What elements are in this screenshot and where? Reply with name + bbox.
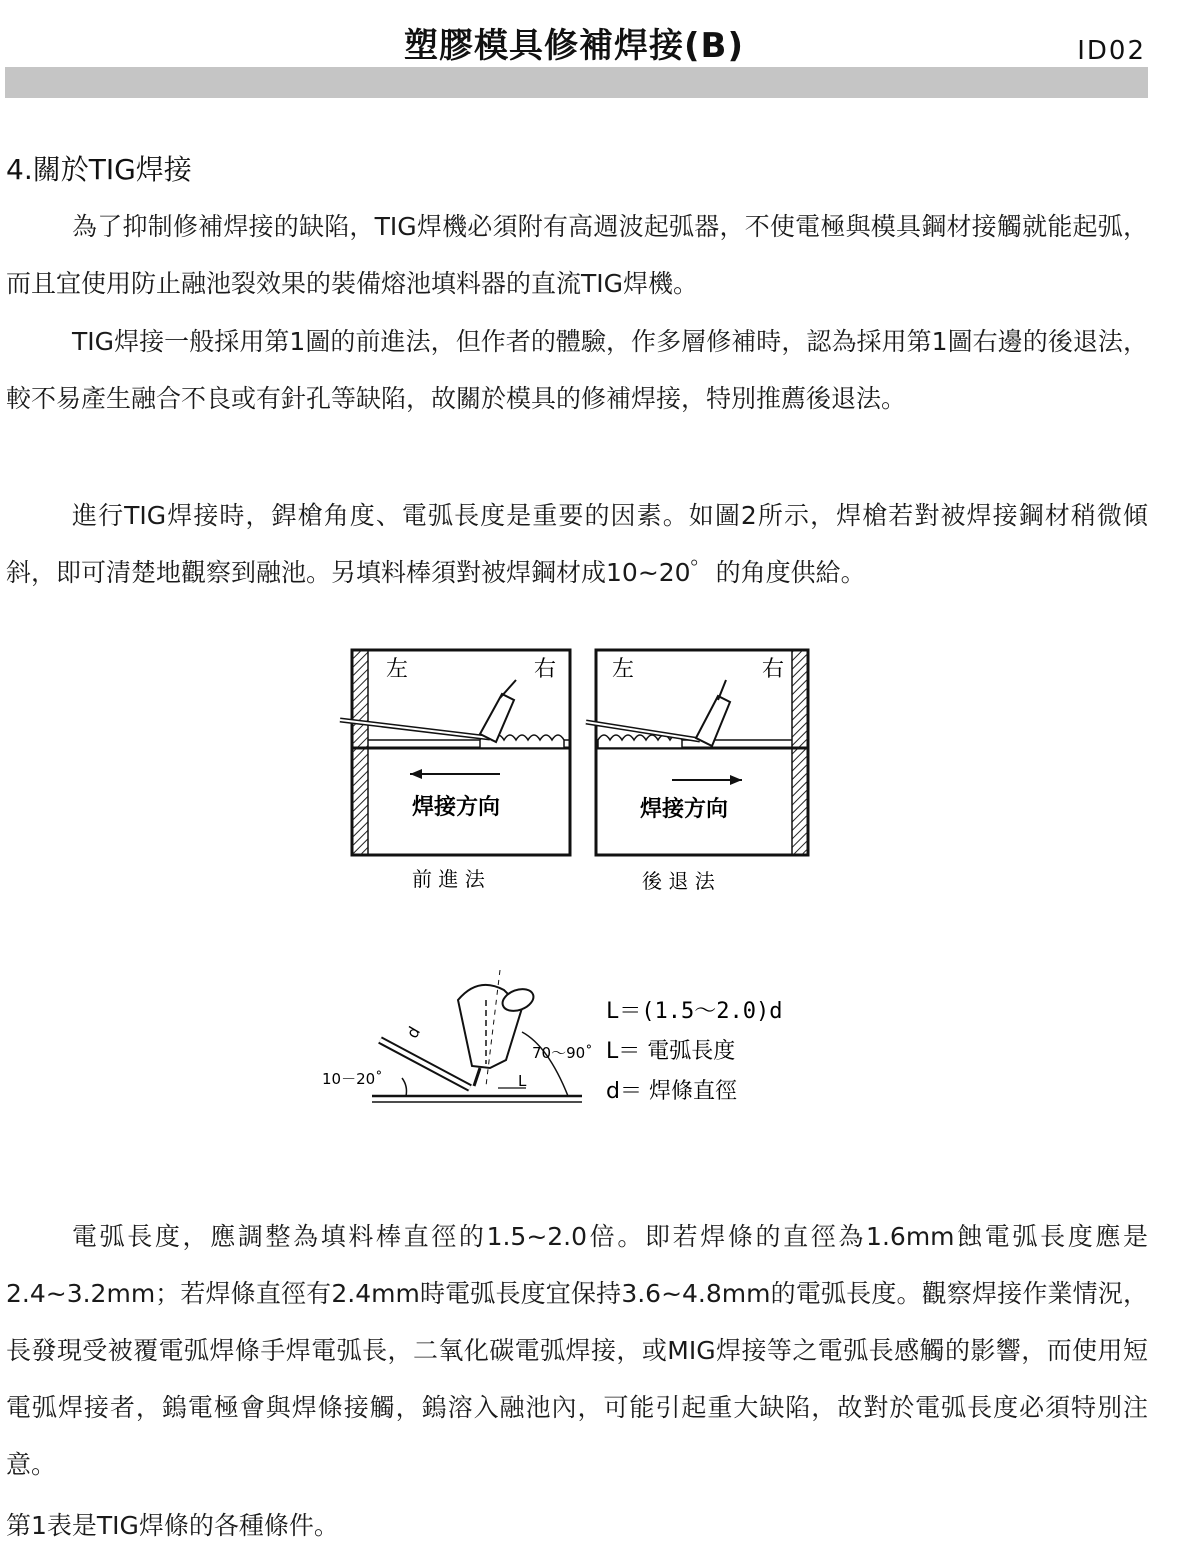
paragraph-arc-length: 電弧長度，應調整為填料棒直徑的1.5~2.0倍。即若焊條的直徑為1.6mm蝕電弧長度應是2.4~3.2mm；若焊條直徑有2.4mm時電弧長度宜保持3.6~4.8mm的電弧長度。觀察焊接作業情況，長發現受被覆電弧焊條手焊電弧長，二氧化碳電弧焊接，或MIG焊接等之電弧長感觸的影響，而使用短電弧焊接者，鎢電極會與焊條接觸，鎢溶入融池內，可能引起重大缺陷，故對於電弧長度必須特別注意。 — [6, 1222, 1148, 1479]
right-label-forward: 右 — [534, 657, 557, 682]
page-title: 塑膠模具修補焊接(B) — [404, 26, 744, 66]
filler-rod — [380, 1040, 470, 1088]
caption-forward: 前 進 法 — [412, 867, 485, 891]
torch-body — [458, 970, 536, 1086]
diameter-symbol: d — [402, 1023, 425, 1042]
paragraph-high-frequency: 為了抑制修補焊接的缺陷，TIG焊機必須附有高週波起弧器，不使電極與模具鋼材接觸就能起弧，而且宜使用防止融池裂效果的裝備熔池填料器的直流TIG焊機。 — [6, 212, 1148, 298]
legend-arc-length: L＝ 電弧長度 — [606, 1039, 736, 1064]
backward-method-panel — [586, 650, 808, 893]
direction-label-forward: 焊接方向 — [412, 795, 501, 820]
section-heading: 4.關於TIG焊接 — [6, 153, 192, 186]
header-bar — [5, 67, 1148, 98]
legend-rod-diameter: d＝ 焊條直徑 — [606, 1079, 737, 1104]
forward-method-panel — [340, 650, 570, 891]
figure-torch-arc-length — [310, 960, 830, 1120]
caption-backward: 後 退 法 — [642, 869, 715, 893]
direction-label-backward: 焊接方向 — [640, 797, 729, 822]
document-id: ID02 — [1077, 36, 1146, 66]
torch-backward — [696, 696, 730, 746]
paragraph-torch-angle: 進行TIG焊接時，銲槍角度、電弧長度是重要的因素。如圖2所示，焊槍若對被焊接鋼材稍微傾斜，即可清楚地觀察到融池。另填料棒須對被焊鋼材成10~20゜的角度供給。 — [6, 501, 1148, 587]
paragraph-table-reference: 第1表是TIG焊條的各種條件。 — [6, 1511, 339, 1540]
torch-angle-label: 70～90˚ — [532, 1044, 593, 1062]
paragraph-forward-backward: TIG焊接一般採用第1圖的前進法，但作者的體驗，作多層修補時，認為採用第1圖右邊的後退法，較不易產生融合不良或有針孔等缺陷，故關於模具的修補焊接，特別推薦後退法。 — [6, 327, 1148, 413]
arc-length-symbol: L — [518, 1072, 527, 1090]
right-label-backward: 右 — [762, 657, 785, 682]
formula-label: L＝(1.5～2.0)d — [606, 999, 783, 1024]
left-label-backward: 左 — [612, 657, 635, 682]
left-label-forward: 左 — [386, 657, 409, 682]
filler-angle-label: 10－20˚ — [322, 1070, 383, 1088]
figure-welding-methods — [330, 630, 850, 900]
